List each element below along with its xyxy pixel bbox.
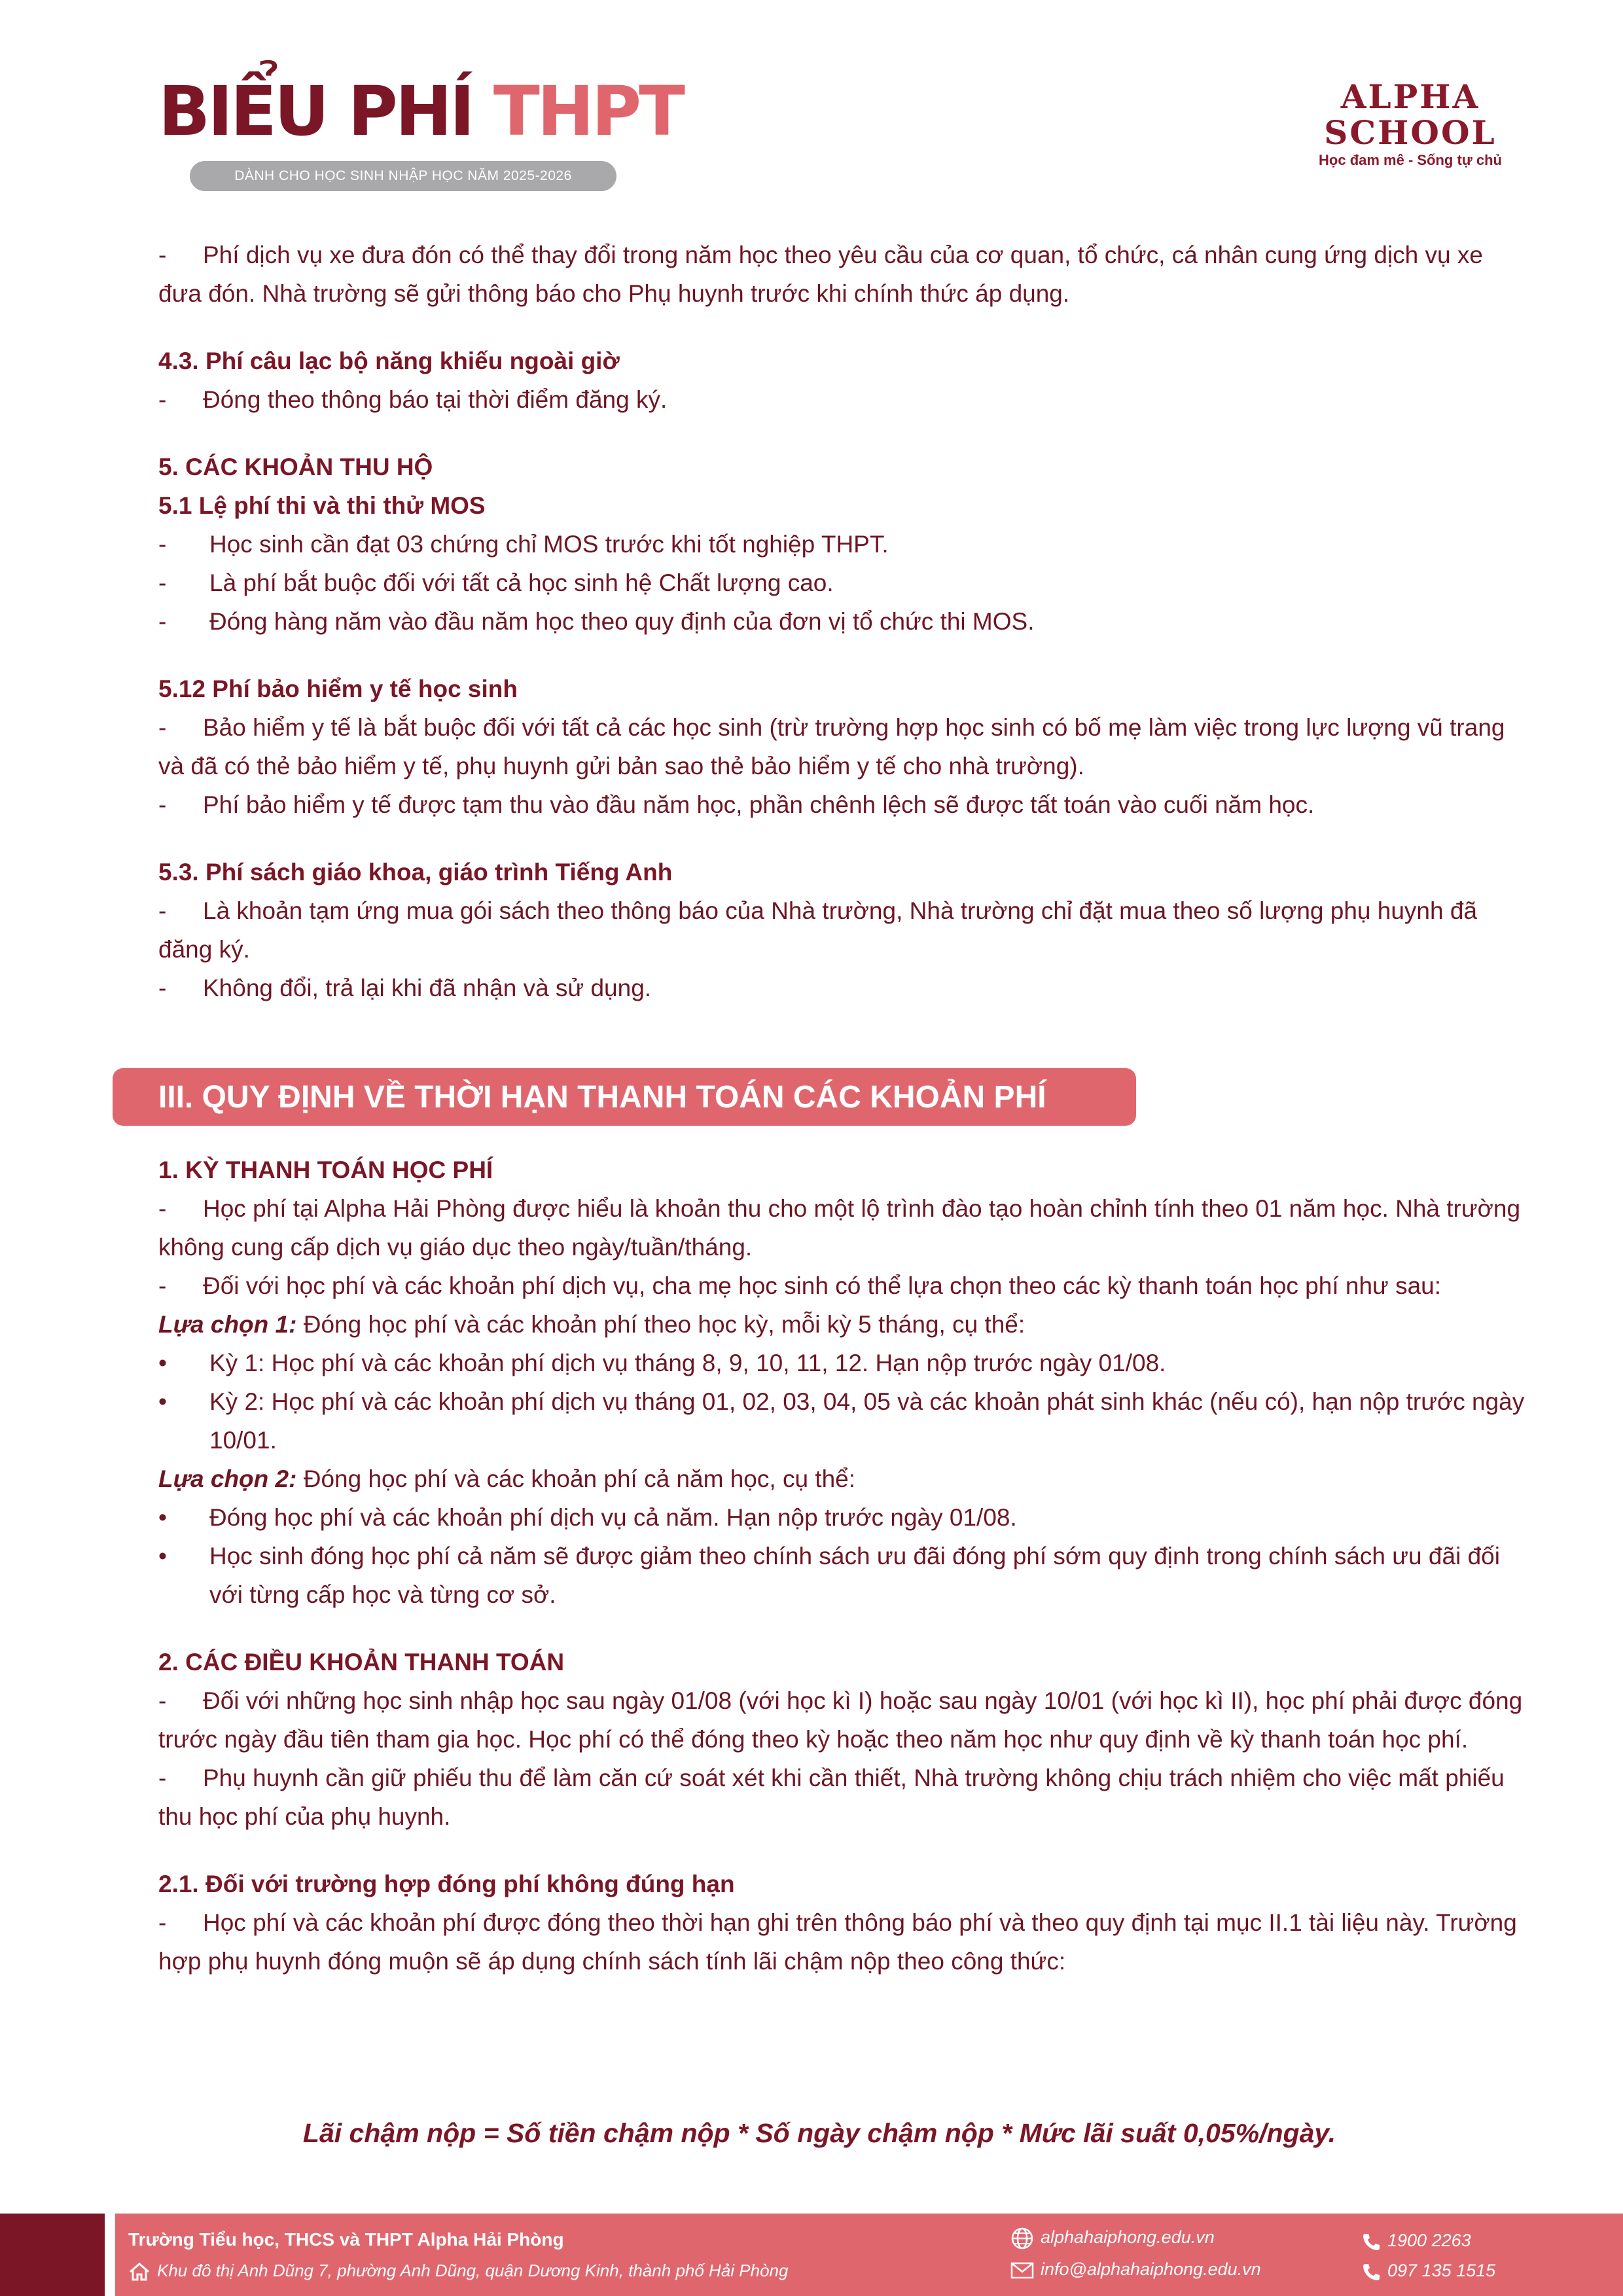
footer-website[interactable]: alphahaiphong.edu.vn — [1010, 2227, 1215, 2250]
section-banner: III. QUY ĐỊNH VỀ THỜI HẠN THANH TOÁN CÁC KHOẢN PHÍ — [113, 1068, 1136, 1126]
list-item: • Đóng học phí và các khoản phí dịch vụ cả năm. Hạn nộp trước ngày 01/08. — [158, 1504, 1017, 1531]
list-item: - Là khoản tạm ứng mua gói sách theo thông báo của Nhà trường, Nhà trường chỉ đặt mua theo số lượng phụ huynh đã đăng ký. — [158, 897, 1478, 963]
home-icon — [128, 2262, 151, 2282]
list-item: • Kỳ 1: Học phí và các khoản phí dịch vụ tháng 8, 9, 10, 11, 12. Hạn nộp trước ngày 01/08. — [158, 1350, 1166, 1376]
paragraph-1b: - Đối với học phí và các khoản phí dịch vụ, cha mẹ học sinh có thể lựa chọn theo các kỳ thanh toán học phí như sau: — [158, 1272, 1442, 1299]
mail-icon — [1010, 2262, 1034, 2279]
footer-accent-block — [0, 2214, 105, 2296]
footer-phone-2[interactable]: 097 135 1515 — [1361, 2261, 1495, 2282]
title-dark: BIỂU PHÍ — [158, 71, 473, 151]
footer-email[interactable]: info@alphahaiphong.edu.vn — [1010, 2259, 1261, 2280]
section3-body — [158, 1151, 1526, 1981]
paragraph-1a: - Học phí tại Alpha Hải Phòng được hiểu là khoản thu cho một lộ trình đào tạo hoàn chỉnh tính theo 01 năm học. Nhà trường không cung cấp dịch vụ giáo dục theo ngày/tuần/tháng. — [158, 1195, 1521, 1261]
globe-icon — [1010, 2227, 1034, 2250]
heading-5-12: 5.12 Phí bảo hiểm y tế học sinh — [158, 675, 518, 702]
paragraph-2a: - Đối với những học sinh nhập học sau ngày 01/08 (với học kì I) hoặc sau ngày 10/01 (với học kì II), học phí phải được đóng trước ngày đầu tiên tham gia học. Học phí có thể đóng theo kỳ hoặc theo năm học như quy định về kỳ thanh toán học phí. — [158, 1687, 1523, 1753]
footer-phone-1[interactable]: 1900 2263 — [1361, 2231, 1471, 2251]
list-item: • Học sinh đóng học phí cả năm sẽ được giảm theo chính sách ưu đãi đóng phí sớm quy định trong chính sách ưu đãi đối với từng cấp học và từng cơ sở. — [158, 1543, 1500, 1608]
heading-2: 2. CÁC ĐIỀU KHOẢN THANH TOÁN — [158, 1649, 565, 1676]
option-2: Lựa chọn 2: Đóng học phí và các khoản phí cả năm học, cụ thể: — [158, 1465, 856, 1492]
list-item: - Không đổi, trả lại khi đã nhận và sử dụng. — [158, 975, 652, 1001]
school-logo — [1263, 79, 1558, 169]
heading-5-3: 5.3. Phí sách giáo khoa, giáo trình Tiếng Anh — [158, 859, 673, 886]
paragraph-4-3: - Đóng theo thông báo tại thời điểm đăng ký. — [158, 386, 668, 413]
option-1: Lựa chọn 1: Đóng học phí và các khoản phí theo học kỳ, mỗi kỳ 5 tháng, cụ thể: — [158, 1311, 1026, 1338]
title-light: THPT — [493, 71, 683, 151]
list-item: - Học sinh cần đạt 03 chứng chỉ MOS trước khi tốt nghiệp THPT. — [158, 531, 889, 558]
list-item: - Là phí bắt buộc đối với tất cả học sinh hệ Chất lượng cao. — [158, 569, 834, 596]
logo-name: ALPHA SCHOOL — [1324, 77, 1497, 152]
document-body — [158, 236, 1526, 1007]
footer — [115, 2214, 1623, 2296]
list-item: - Bảo hiểm y tế là bắt buộc đối với tất cả các học sinh (trừ trường hợp học sinh có bố mẹ làm việc trong lực lượng vũ trang và đã có thẻ bảo hiểm y tế, phụ huynh gửi bản sao thẻ bảo hiểm y tế cho nhà trường). — [158, 714, 1505, 780]
paragraph-2b: - Phụ huynh cần giữ phiếu thu để làm căn cứ soát xét khi cần thiết, Nhà trường không chịu trách nhiệm cho việc mất phiếu thu học phí của phụ huynh. — [158, 1765, 1505, 1830]
phone-icon — [1361, 2232, 1381, 2251]
paragraph-bus: - Phí dịch vụ xe đưa đón có thể thay đổi trong năm học theo yêu cầu của cơ quan, tổ chức, cá nhân cung ứng dịch vụ xe đưa đón. Nhà trường sẽ gửi thông báo cho Phụ huynh trước khi chính thức áp dụng. — [158, 242, 1483, 307]
paragraph-2-1: - Học phí và các khoản phí được đóng theo thời hạn ghi trên thông báo phí và theo quy định tại mục II.1 tài liệu này. Trường hợp phụ huynh đóng muộn sẽ áp dụng chính sách tính lãi chậm nộp theo công thức: — [158, 1909, 1517, 1975]
heading-2-1: 2.1. Đối với trường hợp đóng phí không đúng hạn — [158, 1871, 735, 1897]
heading-4-3: 4.3. Phí câu lạc bộ năng khiếu ngoài giờ — [158, 348, 620, 374]
logo-tagline: Học đam mê - Sống tự chủ — [1319, 152, 1502, 168]
heading-5: 5. CÁC KHOẢN THU HỘ — [158, 454, 433, 480]
list-item: - Đóng hàng năm vào đầu năm học theo quy định của đơn vị tổ chức thi MOS. — [158, 608, 1035, 635]
list-item: - Phí bảo hiểm y tế được tạm thu vào đầu năm học, phần chênh lệch sẽ được tất toán vào cuối năm học. — [158, 791, 1315, 818]
heading-1: 1. KỲ THANH TOÁN HỌC PHÍ — [158, 1157, 493, 1183]
heading-5-1: 5.1 Lệ phí thi và thi thử MOS — [158, 492, 486, 519]
subtitle-pill: DÀNH CHO HỌC SINH NHẬP HỌC NĂM 2025-2026 — [190, 161, 616, 191]
list-item: • Kỳ 2: Học phí và các khoản phí dịch vụ tháng 01, 02, 03, 04, 05 và các khoản phát sinh khác (nếu có), hạn nộp trước ngày 10/01. — [158, 1388, 1525, 1454]
footer-address: Khu đô thị Anh Dũng 7, phường Anh Dũng, quận Dương Kinh, thành phố Hải Phòng — [128, 2261, 788, 2282]
page-title — [158, 71, 683, 151]
footer-school-name: Trường Tiểu học, THCS và THPT Alpha Hải Phòng — [128, 2229, 564, 2250]
late-fee-formula: Lãi chậm nộp = Số tiền chậm nộp * Số ngày chậm nộp * Mức lãi suất 0,05%/ngày. — [302, 2118, 1336, 2148]
phone-icon — [1361, 2262, 1381, 2282]
